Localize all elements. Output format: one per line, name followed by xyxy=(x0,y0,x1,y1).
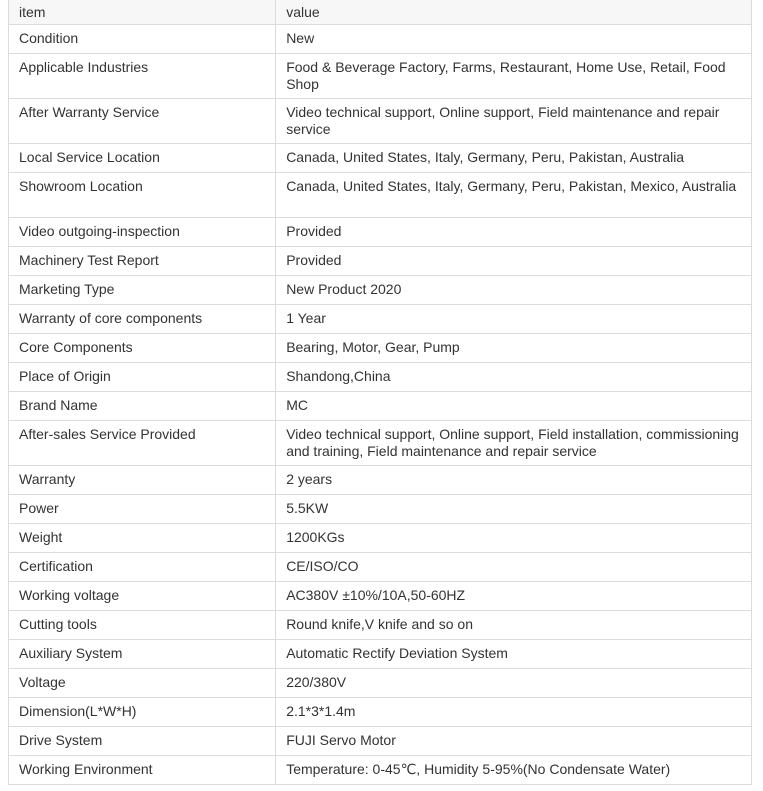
row-key: Working voltage xyxy=(9,582,276,611)
table-row xyxy=(9,25,752,54)
row-value: New Product 2020 xyxy=(276,276,752,305)
table-row xyxy=(9,611,752,640)
table-row xyxy=(9,756,752,785)
row-key: After-sales Service Provided xyxy=(9,421,276,466)
table-row xyxy=(9,727,752,756)
row-value: Round knife,V knife and so on xyxy=(276,611,752,640)
row-key: Voltage xyxy=(9,669,276,698)
row-key: Certification xyxy=(9,553,276,582)
row-value: 1 Year xyxy=(276,305,752,334)
table-row xyxy=(9,524,752,553)
row-key: After Warranty Service xyxy=(9,99,276,144)
row-value: Video technical support, Online support, Field maintenance and repair service xyxy=(276,99,752,144)
row-value: 2.1*3*1.4m xyxy=(276,698,752,727)
row-key: Place of Origin xyxy=(9,363,276,392)
row-key: Machinery Test Report xyxy=(9,247,276,276)
table-row xyxy=(9,392,752,421)
row-key: Local Service Location xyxy=(9,144,276,173)
table-row xyxy=(9,276,752,305)
header-value-cell: value xyxy=(276,0,752,25)
row-key: Marketing Type xyxy=(9,276,276,305)
row-key: Showroom Location xyxy=(9,173,276,218)
table-row xyxy=(9,466,752,495)
row-key: Video outgoing-inspection xyxy=(9,218,276,247)
row-key: Drive System xyxy=(9,727,276,756)
table-row xyxy=(9,495,752,524)
table-row xyxy=(9,173,752,218)
spec-table xyxy=(8,0,752,785)
row-value: FUJI Servo Motor xyxy=(276,727,752,756)
row-value: 1200KGs xyxy=(276,524,752,553)
row-value: Canada, United States, Italy, Germany, Peru, Pakistan, Mexico, Australia xyxy=(276,173,752,218)
table-row xyxy=(9,421,752,466)
table-row xyxy=(9,640,752,669)
row-value: Food & Beverage Factory, Farms, Restaurant, Home Use, Retail, Food Shop xyxy=(276,54,752,99)
row-key: Auxiliary System xyxy=(9,640,276,669)
table-row xyxy=(9,247,752,276)
row-key: Power xyxy=(9,495,276,524)
row-key: Condition xyxy=(9,25,276,54)
row-value: Provided xyxy=(276,247,752,276)
row-value: Provided xyxy=(276,218,752,247)
table-row xyxy=(9,305,752,334)
row-key: Core Components xyxy=(9,334,276,363)
row-key: Dimension(L*W*H) xyxy=(9,698,276,727)
row-key: Cutting tools xyxy=(9,611,276,640)
table-header-row xyxy=(9,0,752,25)
row-value: CE/ISO/CO xyxy=(276,553,752,582)
row-key: Working Environment xyxy=(9,756,276,785)
table-row xyxy=(9,99,752,144)
table-row xyxy=(9,553,752,582)
table-row xyxy=(9,334,752,363)
row-value: Canada, United States, Italy, Germany, Peru, Pakistan, Australia xyxy=(276,144,752,173)
table-row xyxy=(9,669,752,698)
row-value: MC xyxy=(276,392,752,421)
row-value: Video technical support, Online support, Field installation, commissioning and training, Field maintenance and repair service xyxy=(276,421,752,466)
row-value: Bearing, Motor, Gear, Pump xyxy=(276,334,752,363)
row-key: Weight xyxy=(9,524,276,553)
table-row xyxy=(9,363,752,392)
row-value: Temperature: 0-45℃, Humidity 5-95%(No Condensate Water) xyxy=(276,756,752,785)
row-key: Warranty xyxy=(9,466,276,495)
row-key: Applicable Industries xyxy=(9,54,276,99)
row-key: Warranty of core components xyxy=(9,305,276,334)
header-item-cell: item xyxy=(9,0,276,25)
table-row xyxy=(9,698,752,727)
row-key: Brand Name xyxy=(9,392,276,421)
table-row xyxy=(9,582,752,611)
row-value: 220/380V xyxy=(276,669,752,698)
table-row xyxy=(9,144,752,173)
table-row xyxy=(9,54,752,99)
table-row xyxy=(9,218,752,247)
row-value: 2 years xyxy=(276,466,752,495)
row-value: Automatic Rectify Deviation System xyxy=(276,640,752,669)
row-value: Shandong,China xyxy=(276,363,752,392)
row-value: 5.5KW xyxy=(276,495,752,524)
row-value: AC380V ±10%/10A,50-60HZ xyxy=(276,582,752,611)
row-value: New xyxy=(276,25,752,54)
